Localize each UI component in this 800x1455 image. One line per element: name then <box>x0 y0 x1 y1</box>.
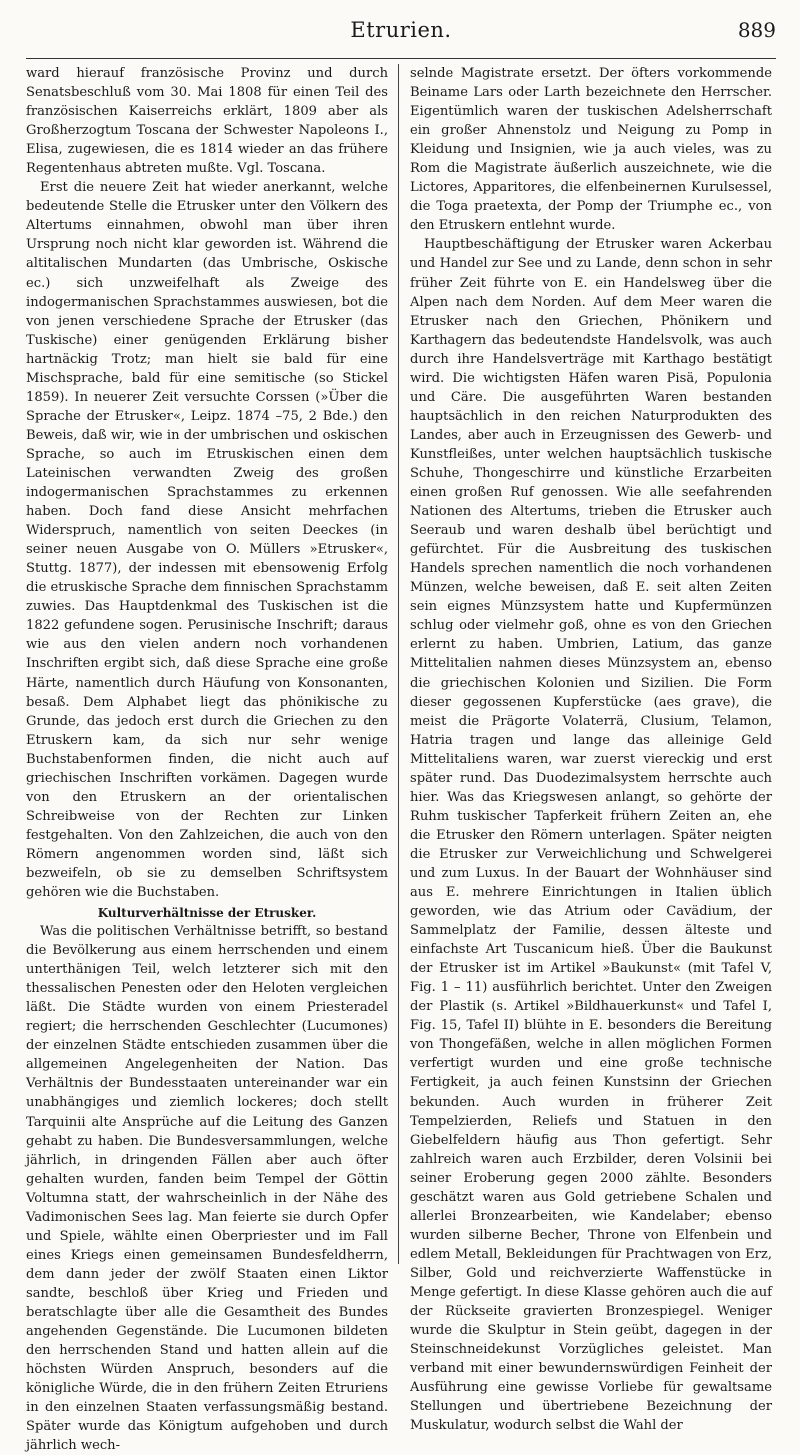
paragraph: Erst die neuere Zeit hat wieder anerkannt, welche bedeutende Stelle die Etrusker unter den Völkern des Altertums einnahmen, obwohl man über ihren Ursprung noch nicht klar geworden ist. Während die altitalischen Mundarten (das Umbrische, Oskische ec.) sich unzweifelhaft als Zweige des indogermanischen Sprachstammes auswiesen, bot die von jenen verschiedene Sprache der Etrusker (das Tuskische) einer genügenden Erklärung bisher hartnäckig Trotz; man hielt sie bald für eine Mischsprache, bald für eine semitische (so Stickel 1859). In neuerer Zeit versuchte Corssen (»Über die Sprache der Etrusker«, Leipz. 1874 –75, 2 Bde.) den Beweis, daß wir, wie in der umbrischen und oskischen Sprache, so auch im Etruskischen einen dem Lateinischen verwandten Zweig des großen indogermanischen Sprachstammes zu erkennen haben. Doch fand diese Ansicht mehrfachen Widerspruch, namentlich von seiten Deeckes (in seiner neuen Ausgabe von O. Müllers »Etrusker«, Stuttg. 1877), der indessen mit ebensowenig Erfolg die etruskische Sprache dem finnischen Sprachstamm zuwies. Das Hauptdenkmal des Tuskischen ist die 1822 gefundene sogen. Perusinische Inschrift; daraus wie aus den vielen andern noch vorhandenen Inschriften ergibt sich, daß diese Sprache eine große Härte, namentlich durch Häufung von Konsonanten, besaß. Dem Alphabet liegt das phönikische zu Grunde, das jedoch erst durch die Griechen zu den Etruskern kam, da sich nur sehr wenige Buchstabenformen finden, die nicht auch auf griechischen Inschriften vorkämen. Dagegen wurde von den Etruskern an der orientalischen Schreibweise von der Rechten zur Linken festgehalten. Von den Zahlzeichen, die auch von den Römern angenommen worden sind, läßt sich bezweifeln, ob sie zu demselben Schriftsystem gehören wie die Buchstaben. <box>26 180 388 901</box>
paragraph: Was die politischen Verhältnisse betrifft, so bestand die Bevölkerung aus einem herrschenden und einem unterthänigen Teil, welch letzterer sich mit den thessalischen Penesten oder den Heloten vergleichen läßt. Die Städte wurden von einem Priesteradel regiert; die herrschenden Geschlechter (Lucumones) der einzelnen Städte entschieden zusammen über die allgemeinen Angelegenheiten der Nation. Das Verhältnis der Bundesstaaten untereinander war ein unabhängiges und ziemlich lockeres; doch stellt Tarquinii alte Ansprüche auf die Leitung des Ganzen gehabt zu haben. Die Bundesversammlungen, welche jährlich, in dringenden Fällen aber auch öfter gehalten wurden, fanden beim Tempel der Göttin Voltumna statt, der wahrscheinlich in der Nähe des Vadimonischen Sees lag. Man feierte sie durch Opfer und Spiele, wählte einen Oberpriester und im Fall eines Kriegs einen gemeinsamen Bundesfeldherrn, dem dann jeder der zwölf Staaten einen Liktor sandte, beschloß über Krieg und Frieden und beratschlagte über alle die Gesamtheit des Bundes angehenden Gegenstände. Die Lucumonen bildeten den herrschenden Stand und hatten allein auf die höchsten Würden Anspruch, besonders auf die königliche Würde, die in den frühern Zeiten Etruriens in den einzelnen Staaten verfassungsmäßig bestand. Später wurde das Königtum aufgehoben und durch jährlich wech- <box>26 924 388 1454</box>
section-heading: Kulturverhältnisse der Etrusker. <box>97 906 317 921</box>
paragraph: ward hierauf französische Provinz und durch Senatsbeschluß vom 30. Mai 1808 für einen Teil des französischen Kaiserreichs erklärt, 1809 aber als Großherzogtum Toscana der Schwester Napoleons I., Elisa, zugewiesen, die es 1814 wieder an das frühere Regentenhaus abtreten mußte. Vgl. Toscana. <box>26 66 388 177</box>
paragraph: Hauptbeschäftigung der Etrusker waren Ackerbau und Handel zur See und zu Lande, denn schon in sehr früher Zeit führte von E. ein Handelsweg über die Alpen nach dem Norden. Auf dem Meer waren die Etrusker nach den Griechen, Phönikern und Karthagern das bedeutendste Handelsvolk, was auch durch ihre Handelsverträge mit Karthago bestätigt wird. Die wichtigsten Häfen waren Pisä, Populonia und Cäre. Die ausgeführten Waren bestanden hauptsächlich in den reichen Naturprodukten des Landes, aber auch in Erzeugnissen des Gewerb- und Kunstfleißes, unter welchen hauptsächlich tuskische Schuhe, Thongeschirre und künstliche Erzarbeiten einen großen Ruf genossen. Wie alle seefahrenden Nationen des Altertums, trieben die Etrusker auch Seeraub und waren deshalb übel berüchtigt und gefürchtet. Für die Ausbreitung des tuskischen Handels sprechen namentlich die noch vorhandenen Münzen, welche beweisen, daß E. seit alten Zeiten sein eignes Münzsystem hatte und Kupfermünzen schlug oder vielmehr goß, ohne es von den Griechen erlernt zu haben. Umbrien, Latium, das ganze Mittelitalien nahmen dieses Münzsystem an, ebenso die griechischen Kolonien und Sizilien. Die Form dieser gegossenen Kupferstücke (aes grave), die meist die Prägorte Volaterrä, Clusium, Telamon, Hatria tragen und lange das alleinige Geld Mittelitaliens waren, war zuerst viereckig und erst später rund. Das Duodezimalsystem herrschte auch hier. Was das Kriegswesen anlangt, so gehörte der Ruhm tuskischer Tapferkeit frühern Zeiten an, ehe die Etrusker den Römern unterlagen. Später neigten die Etrusker zur Verweichlichung und Schwelgerei und zum Luxus. In der Bauart der Wohnhäuser sind aus E. mehrere Einrichtungen in Italien üblich geworden, wie das Atrium oder Cavädium, der Sammelplatz der Familie, dessen älteste und einfachste Art Tuscanicum hieß. Über die Baukunst der Etrusker ist im Artikel »Baukunst« (mit Tafel V, Fig. 1 – 11) ausführlich berichtet. Unter den Zweigen der Plastik (s. Artikel »Bildhauerkunst« und Tafel I, Fig. 15, Tafel II) blühte in E. besonders die Bereitung von Thongefäßen, welche in allen möglichen Formen verfertigt wurden und eine große technische Fertigkeit, ja auch feinen Kunstsinn der Griechen bekunden. Auch wurden in früherer Zeit Tempelzierden, Reliefs und Statuen in den Giebelfeldern häufig aus Thon gefertigt. Sehr zahlreich waren auch Erzbilder, deren Volsinii bei seiner Eroberung gegen 2000 zählte. Besonders geschätzt waren aus Gold getriebene Schalen und allerlei Bronzearbeiten, wie Kandelaber; ebenso wurden silberne Becher, Throne von Elfenbein und edlem Metall, Bekleidungen für Prachtwagen von Erz, Silber, Gold und reichverzierte Waffenstücke in Menge gefertigt. In diese Klasse gehören auch die auf der Rückseite gravierten Bronzespiegel. Weniger wurde die Skulptur in Stein geübt, dagegen in der Steinschneidekunst Vorzügliches geleistet. Man verband mit einer bewundernswürdigen Feinheit der Ausführung eine gewisse Vorliebe für gewaltsame Stellungen und übertriebene Bezeichnung der Muskulatur, wodurch selbst die Wahl der <box>410 237 772 1434</box>
page-number: 889 <box>737 18 776 42</box>
running-title: Etrurien. <box>350 18 452 42</box>
column-divider <box>398 64 399 1264</box>
paragraph: selnde Magistrate ersetzt. Der öfters vorkommende Beiname Lars oder Larth bezeichnete den Herrscher. Eigentümlich waren der tuskischen Adelsherrschaft ein großer Ahnenstolz und Neigung zu Pomp in Kleidung und Insignien, wie ja auch vieles, was zu Rom die Magistrate äußerlich auszeichnete, wie die Lictores, Apparitores, die elfenbeinernen Kurulsessel, die Toga praetexta, der Pomp der Triumphe ec., von den Etruskern entlehnt wurde. <box>410 66 772 234</box>
page-header <box>26 18 776 48</box>
right-column <box>410 64 772 1434</box>
left-column <box>26 64 388 1454</box>
header-rule <box>26 58 776 59</box>
